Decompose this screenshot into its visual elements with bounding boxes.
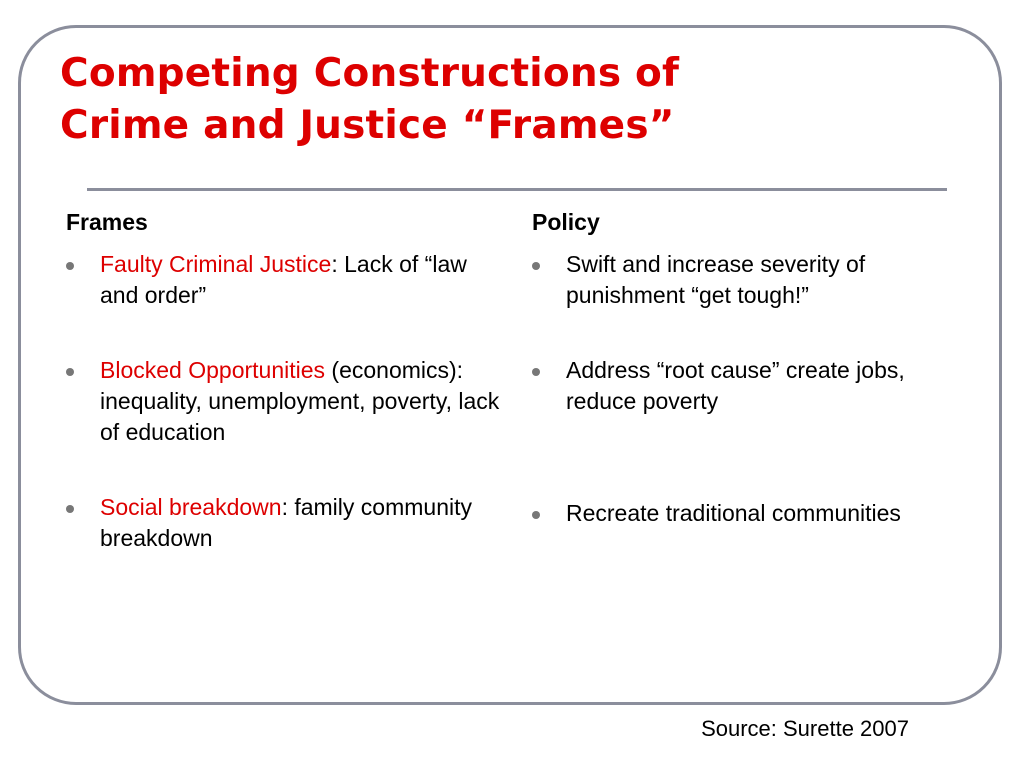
frames-heading: Frames: [66, 209, 148, 235]
policy-item: [532, 355, 962, 417]
frames-item-highlight: Social breakdown: [100, 494, 282, 520]
frames-item: [66, 492, 506, 554]
bullet-dot-icon: [532, 368, 540, 376]
bullet-dot-icon: [532, 262, 540, 270]
source-citation: Source: Surette 2007: [701, 716, 909, 741]
frames-column: [66, 207, 506, 554]
policy-heading: Policy: [532, 209, 600, 235]
title-divider: [87, 188, 947, 191]
slide-title-line-2: Crime and Justice “Frames”: [60, 103, 675, 148]
policy-item: [532, 249, 962, 311]
slide-title-line-1: Competing Constructions of: [60, 51, 680, 96]
policy-item-text: Recreate traditional communities: [566, 500, 901, 526]
policy-item-text: Address “root cause” create jobs, reduce poverty: [566, 357, 905, 414]
bullet-dot-icon: [532, 511, 540, 519]
bullet-dot-icon: [66, 505, 74, 513]
frames-item: [66, 355, 506, 448]
frames-item-highlight: Blocked Opportunities: [100, 357, 326, 383]
frames-item-text: (economics): inequality, unemployment, poverty, lack of education: [100, 357, 500, 445]
policy-list: [532, 249, 962, 529]
frames-list: [66, 249, 506, 554]
bullet-dot-icon: [66, 368, 74, 376]
policy-column: [532, 207, 962, 529]
frames-item: [66, 249, 506, 311]
policy-item: [532, 498, 962, 529]
policy-item-text: Swift and increase severity of punishment “get tough!”: [566, 251, 866, 308]
frames-item-text: : family community breakdown: [100, 494, 472, 551]
slide-title: [60, 48, 679, 152]
frames-item-highlight: Faulty Criminal Justice: [100, 251, 332, 277]
bullet-dot-icon: [66, 262, 74, 270]
frames-item-text: : Lack of “law and order”: [100, 251, 467, 308]
